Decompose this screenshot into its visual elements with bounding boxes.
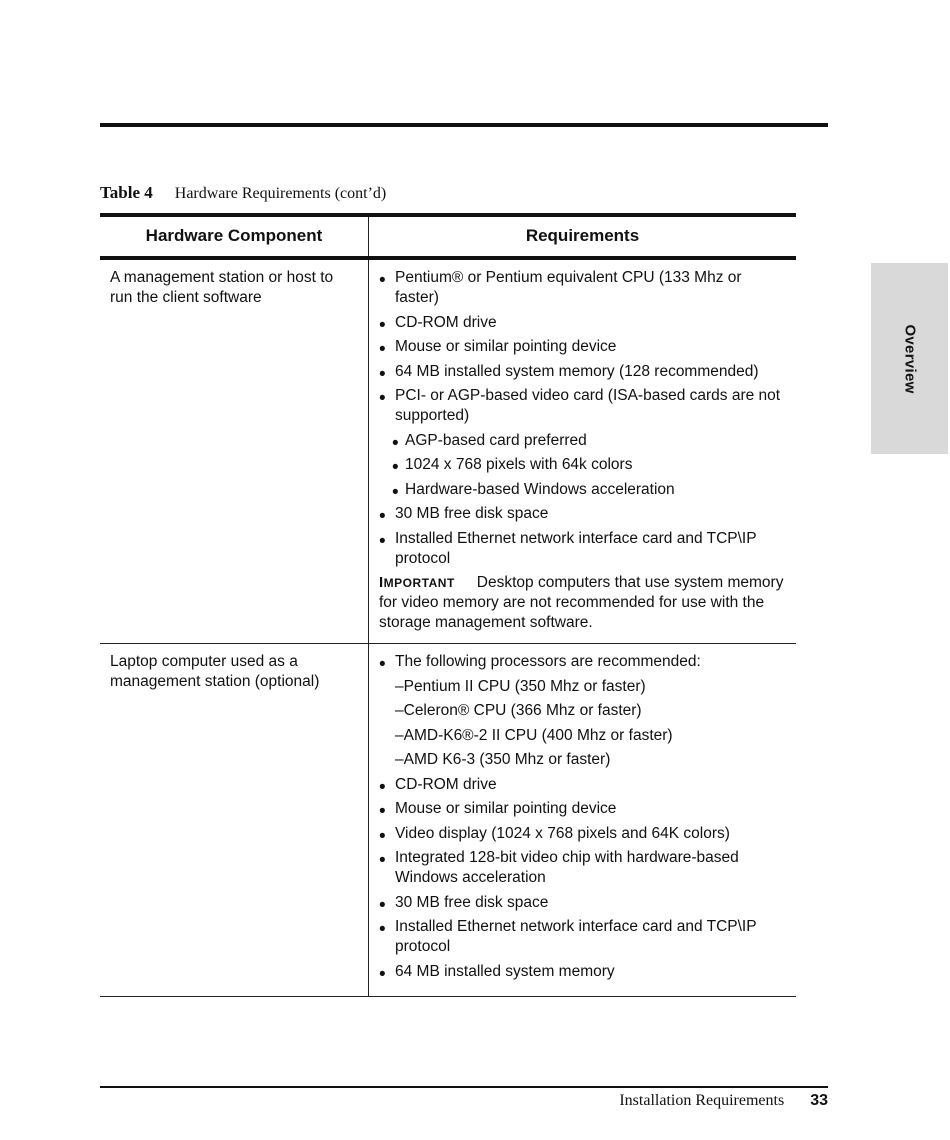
- list-item: • CD-ROM drive: [379, 313, 786, 333]
- list-item: • 64 MB installed system memory (128 recommended): [379, 362, 786, 382]
- list-item: • 30 MB free disk space: [379, 504, 786, 524]
- top-rule: [100, 123, 828, 127]
- processor-item: –Pentium II CPU (350 Mhz or faster): [395, 677, 646, 695]
- list-item: • Installed Ethernet network interface card and TCP\IP protocol: [379, 529, 786, 569]
- table-caption: [100, 183, 386, 203]
- table-title: Hardware Requirements (cont’d): [174, 185, 387, 202]
- header-requirements: Requirements: [369, 215, 797, 258]
- table-header-row: [100, 215, 796, 258]
- list-item: • Video display (1024 x 768 pixels and 64K colors): [379, 824, 786, 844]
- requirements-list: [379, 268, 786, 569]
- list-item: • The following processors are recommended:: [379, 652, 786, 672]
- side-tab-label: Overview: [901, 323, 918, 394]
- requirements-cell: [369, 258, 797, 644]
- page-number: 33: [810, 1092, 828, 1109]
- requirements-list: [379, 652, 786, 982]
- page-footer: [619, 1092, 828, 1110]
- hardware-requirements-table: [100, 213, 796, 997]
- processor-item: –AMD K6-3 (350 Mhz or faster): [395, 751, 611, 768]
- component-cell: A management station or host to run the client software: [100, 258, 369, 644]
- requirements-cell: [369, 644, 797, 997]
- header-hardware-component: Hardware Component: [100, 215, 369, 258]
- list-item: • 64 MB installed system memory: [379, 962, 786, 982]
- list-item: • PCI- or AGP-based video card (ISA-based cards are not supported): [379, 386, 786, 426]
- table-row: [100, 258, 796, 644]
- footer-section-title: Installation Requirements: [619, 1092, 785, 1109]
- processor-item: –Celeron® CPU (366 Mhz or faster): [395, 702, 642, 719]
- sub-list-item: • AGP-based card preferred: [392, 431, 786, 451]
- sub-list-item: • Hardware-based Windows acceleration: [392, 480, 786, 500]
- table-row: [100, 644, 796, 997]
- sub-list-item: • 1024 x 768 pixels with 64k colors: [392, 455, 786, 475]
- important-label: IMPORTANT: [379, 574, 455, 591]
- processor-item: –AMD-K6®-2 II CPU (400 Mhz or faster): [395, 726, 673, 744]
- list-item: • 30 MB free disk space: [379, 893, 786, 913]
- important-text: Desktop computers that use system memory for video memory are not recommended for use with the storage management software.: [379, 574, 784, 631]
- bottom-rule: [100, 1086, 828, 1088]
- important-note: [379, 573, 786, 633]
- side-tab-overview[interactable]: [871, 263, 948, 454]
- list-item: • Mouse or similar pointing device: [379, 337, 786, 357]
- table-number: Table 4: [100, 183, 153, 202]
- list-item: • Pentium® or Pentium equivalent CPU (133 Mhz or faster): [379, 268, 786, 308]
- list-item: • Installed Ethernet network interface card and TCP\IP protocol: [379, 917, 786, 957]
- component-cell: Laptop computer used as a management station (optional): [100, 644, 369, 997]
- list-item: • Mouse or similar pointing device: [379, 799, 786, 819]
- list-item: • Integrated 128-bit video chip with hardware-based Windows acceleration: [379, 848, 786, 888]
- list-item: • CD-ROM drive: [379, 775, 786, 795]
